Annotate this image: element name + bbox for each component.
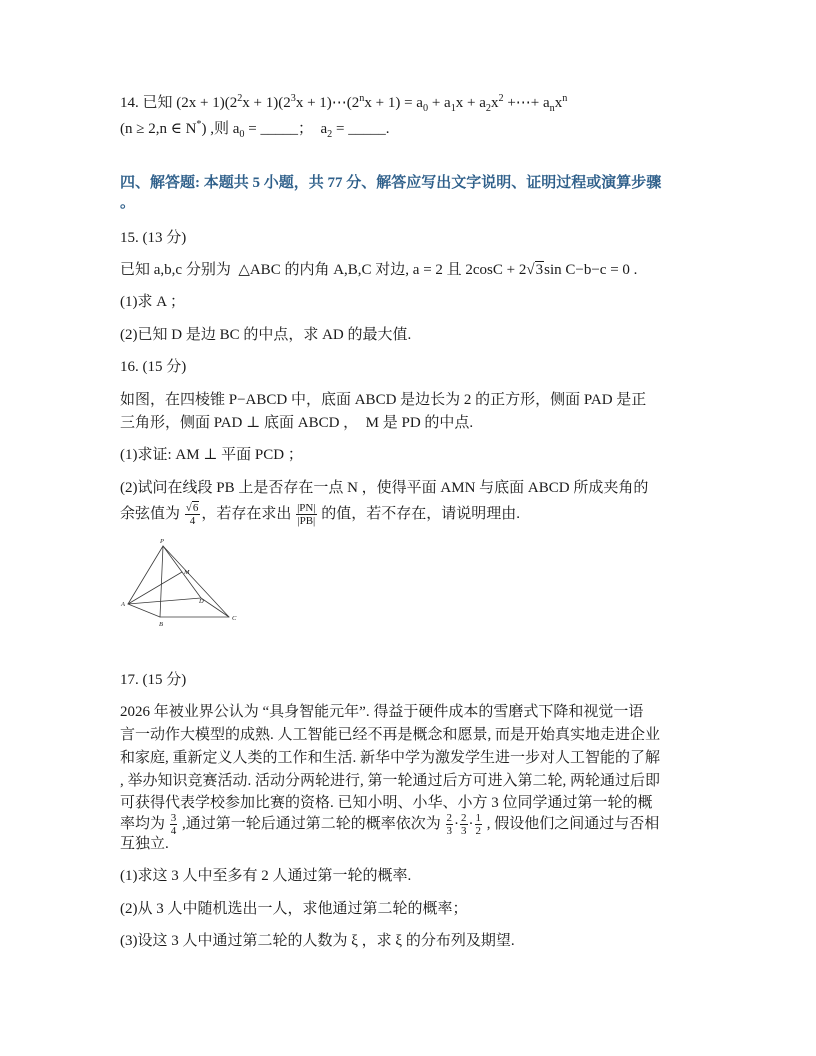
question-14-line-2: [120, 119, 389, 139]
superscript: 2: [498, 93, 504, 104]
text-run: 2: [475, 825, 482, 837]
question-17-stem-line-3: 和家庭, 重新定义人类的工作和生活. 新华中学为激发学生进一步对人工智能的了解: [120, 750, 661, 766]
question-17-stem-line-1: 2026 年被业界公认为 “具身智能元年”. 得益于硬件成本的雪磨式下降和视觉一语: [120, 704, 644, 720]
text-run: x: [491, 95, 499, 111]
edge-pc: [163, 546, 229, 617]
text-run: ，若存在求出: [201, 505, 296, 522]
fraction-numerator: [460, 812, 468, 825]
text-run: ·: [454, 815, 460, 832]
question-16-part-1: (1)求证: AM ⊥ 平面 PCD ；: [120, 447, 303, 463]
edge-cd: [201, 598, 229, 617]
question-17-part-1: (1)求这 3 人中至多有 2 人通过第一轮的概率.: [120, 868, 412, 884]
fraction: [296, 502, 316, 527]
question-17-stem-line-6: [120, 812, 659, 837]
text-run: , 假设他们之间通过与否相: [483, 815, 660, 832]
superscript: *: [196, 119, 202, 130]
section-heading-line-1: 四、解答题: 本题共 5 小题，共 77 分、解答应写出文字说明、证明过程或演算步骤: [120, 175, 662, 191]
section-heading-line-2: 。: [120, 195, 136, 211]
question-16-stem-line-2: 三角形，侧面 PAD ⊥ 底面 ABCD ， M 是 PD 的中点.: [120, 415, 474, 431]
question-16-header: 16. (15 分): [120, 359, 187, 375]
text-run: (n ≥ 2,n ∈ N: [120, 121, 197, 137]
text-run: 4: [170, 825, 177, 837]
superscript: n: [562, 93, 568, 104]
question-15-part-1: (1)求 A ；: [120, 294, 185, 310]
subscript: 1: [450, 103, 456, 114]
text-run: x + 1) = a: [364, 95, 423, 111]
subscript: 0: [422, 103, 429, 114]
fraction: [185, 502, 201, 527]
superscript: n: [359, 93, 365, 104]
vertex-label-c: C: [232, 615, 237, 622]
text-run: +⋯+ a: [503, 95, 550, 111]
square-root: [526, 261, 544, 278]
text-run: x + a: [455, 95, 486, 111]
segment-am: [128, 572, 182, 604]
question-17-stem-line-7: 互独立.: [120, 836, 169, 852]
text-run: 的值，若不存在，请说明理由.: [317, 505, 521, 522]
question-15-stem: [120, 260, 637, 280]
fraction: [475, 812, 483, 837]
fraction-numerator: [296, 502, 316, 515]
vertex-label-b: B: [159, 621, 163, 628]
text-run: 4: [189, 515, 196, 527]
question-16-part-2-line-1: (2)试问在线段 PB 上是否存在一点 N ，使得平面 AMN 与底面 ABCD 所成夹角的: [120, 480, 649, 496]
question-14-line-1: [120, 93, 567, 113]
question-16-part-2-line-2: [120, 502, 520, 527]
fraction: [170, 812, 178, 837]
text-run: 余弦值为: [120, 505, 184, 522]
text-run: 3: [446, 825, 453, 837]
question-15-part-2: (2)已知 D 是边 BC 的中点，求 AD 的最大值.: [120, 327, 412, 343]
text-run: |PN|: [297, 502, 316, 514]
question-17-stem-line-5: 可获得代表学校参加比赛的资格. 已知小明、小华、小方 3 位同学通过第一轮的概: [120, 795, 653, 811]
vertex-label-a: A: [121, 601, 125, 608]
edge-ab: [128, 604, 160, 617]
question-17-header: 17. (15 分): [120, 672, 187, 688]
fraction-denominator: [460, 825, 468, 837]
fraction-numerator: [185, 502, 201, 515]
superscript: 2: [237, 93, 243, 104]
text-run: ·: [468, 815, 474, 832]
text-run: = _____； a: [244, 121, 328, 137]
square-root: [186, 501, 200, 514]
subscript: 2: [327, 129, 333, 140]
subscript: n: [549, 103, 555, 114]
text-run: 2: [446, 812, 453, 824]
fraction-denominator: [296, 515, 316, 527]
text-run: x + 1)⋯(2: [295, 95, 360, 111]
fraction-denominator: [446, 825, 454, 837]
text-run: x: [554, 95, 563, 111]
question-17-stem-line-2: 言一动作大模型的成熟. 人工智能已经不再是概念和愿景, 而是开始真实地走进企业: [120, 727, 661, 743]
question-17-stem-line-4: , 举办知识竞赛活动. 活动分两轮进行, 第一轮通过后方可进入第二轮, 两轮通过后即: [120, 773, 661, 789]
question-15-header: 15. (13 分): [120, 230, 187, 246]
text-run: 2: [461, 812, 467, 824]
question-16-stem-line-1: 如图，在四棱锥 P−ABCD 中，底面 ABCD 是边长为 2 的正方形，侧面 PAD 是正: [120, 392, 647, 408]
text-run: 1: [475, 812, 482, 824]
text-run: sin C−b−c = 0 .: [544, 262, 638, 278]
fraction-numerator: [170, 812, 178, 825]
fraction: [446, 812, 454, 837]
edge-pa: [128, 546, 163, 604]
question-17-part-2: (2)从 3 人中随机选出一人，求他通过第二轮的概率；: [120, 901, 468, 917]
vertex-label-p: P: [160, 538, 164, 545]
radical-sign: √: [185, 502, 192, 514]
text-run: 已知 a,b,c 分别为 △ABC 的内角 A,B,C 对边, a = 2 且 2cosC + 2: [120, 262, 527, 278]
fraction: [460, 812, 468, 837]
text-run: 3: [461, 825, 467, 837]
radicand: 6: [192, 502, 199, 514]
subscript: 2: [485, 103, 491, 114]
text-run: 率均为: [120, 815, 169, 832]
subscript: 0: [239, 129, 245, 140]
text-run: |PB|: [297, 515, 316, 527]
text-run: ,通过第一轮后通过第二轮的概率依次为: [178, 815, 445, 832]
fraction-numerator: [475, 812, 483, 825]
fraction-denominator: [185, 515, 201, 527]
text-run: + a: [428, 95, 451, 111]
pyramid-figure: [118, 536, 242, 630]
fraction-denominator: [475, 825, 483, 837]
superscript: 3: [290, 93, 296, 104]
text-run: x + 1)(2: [242, 95, 291, 111]
fraction-denominator: [170, 825, 178, 837]
edge-pb: [160, 546, 163, 617]
edge-da: [128, 598, 201, 604]
radical-sign: √: [526, 262, 535, 278]
text-run: 3: [170, 812, 177, 824]
vertex-label-d: D: [199, 598, 204, 605]
text-run: 14. 已知 (2x + 1)(2: [120, 95, 238, 111]
text-run: ) ,则 a: [201, 121, 240, 137]
vertex-label-m: M: [184, 569, 190, 576]
radicand: 3: [535, 262, 544, 278]
fraction-numerator: [446, 812, 454, 825]
text-run: = _____.: [332, 121, 390, 137]
question-17-part-3: (3)设这 3 人中通过第二轮的人数为 ξ ，求 ξ 的分布列及期望.: [120, 933, 515, 949]
